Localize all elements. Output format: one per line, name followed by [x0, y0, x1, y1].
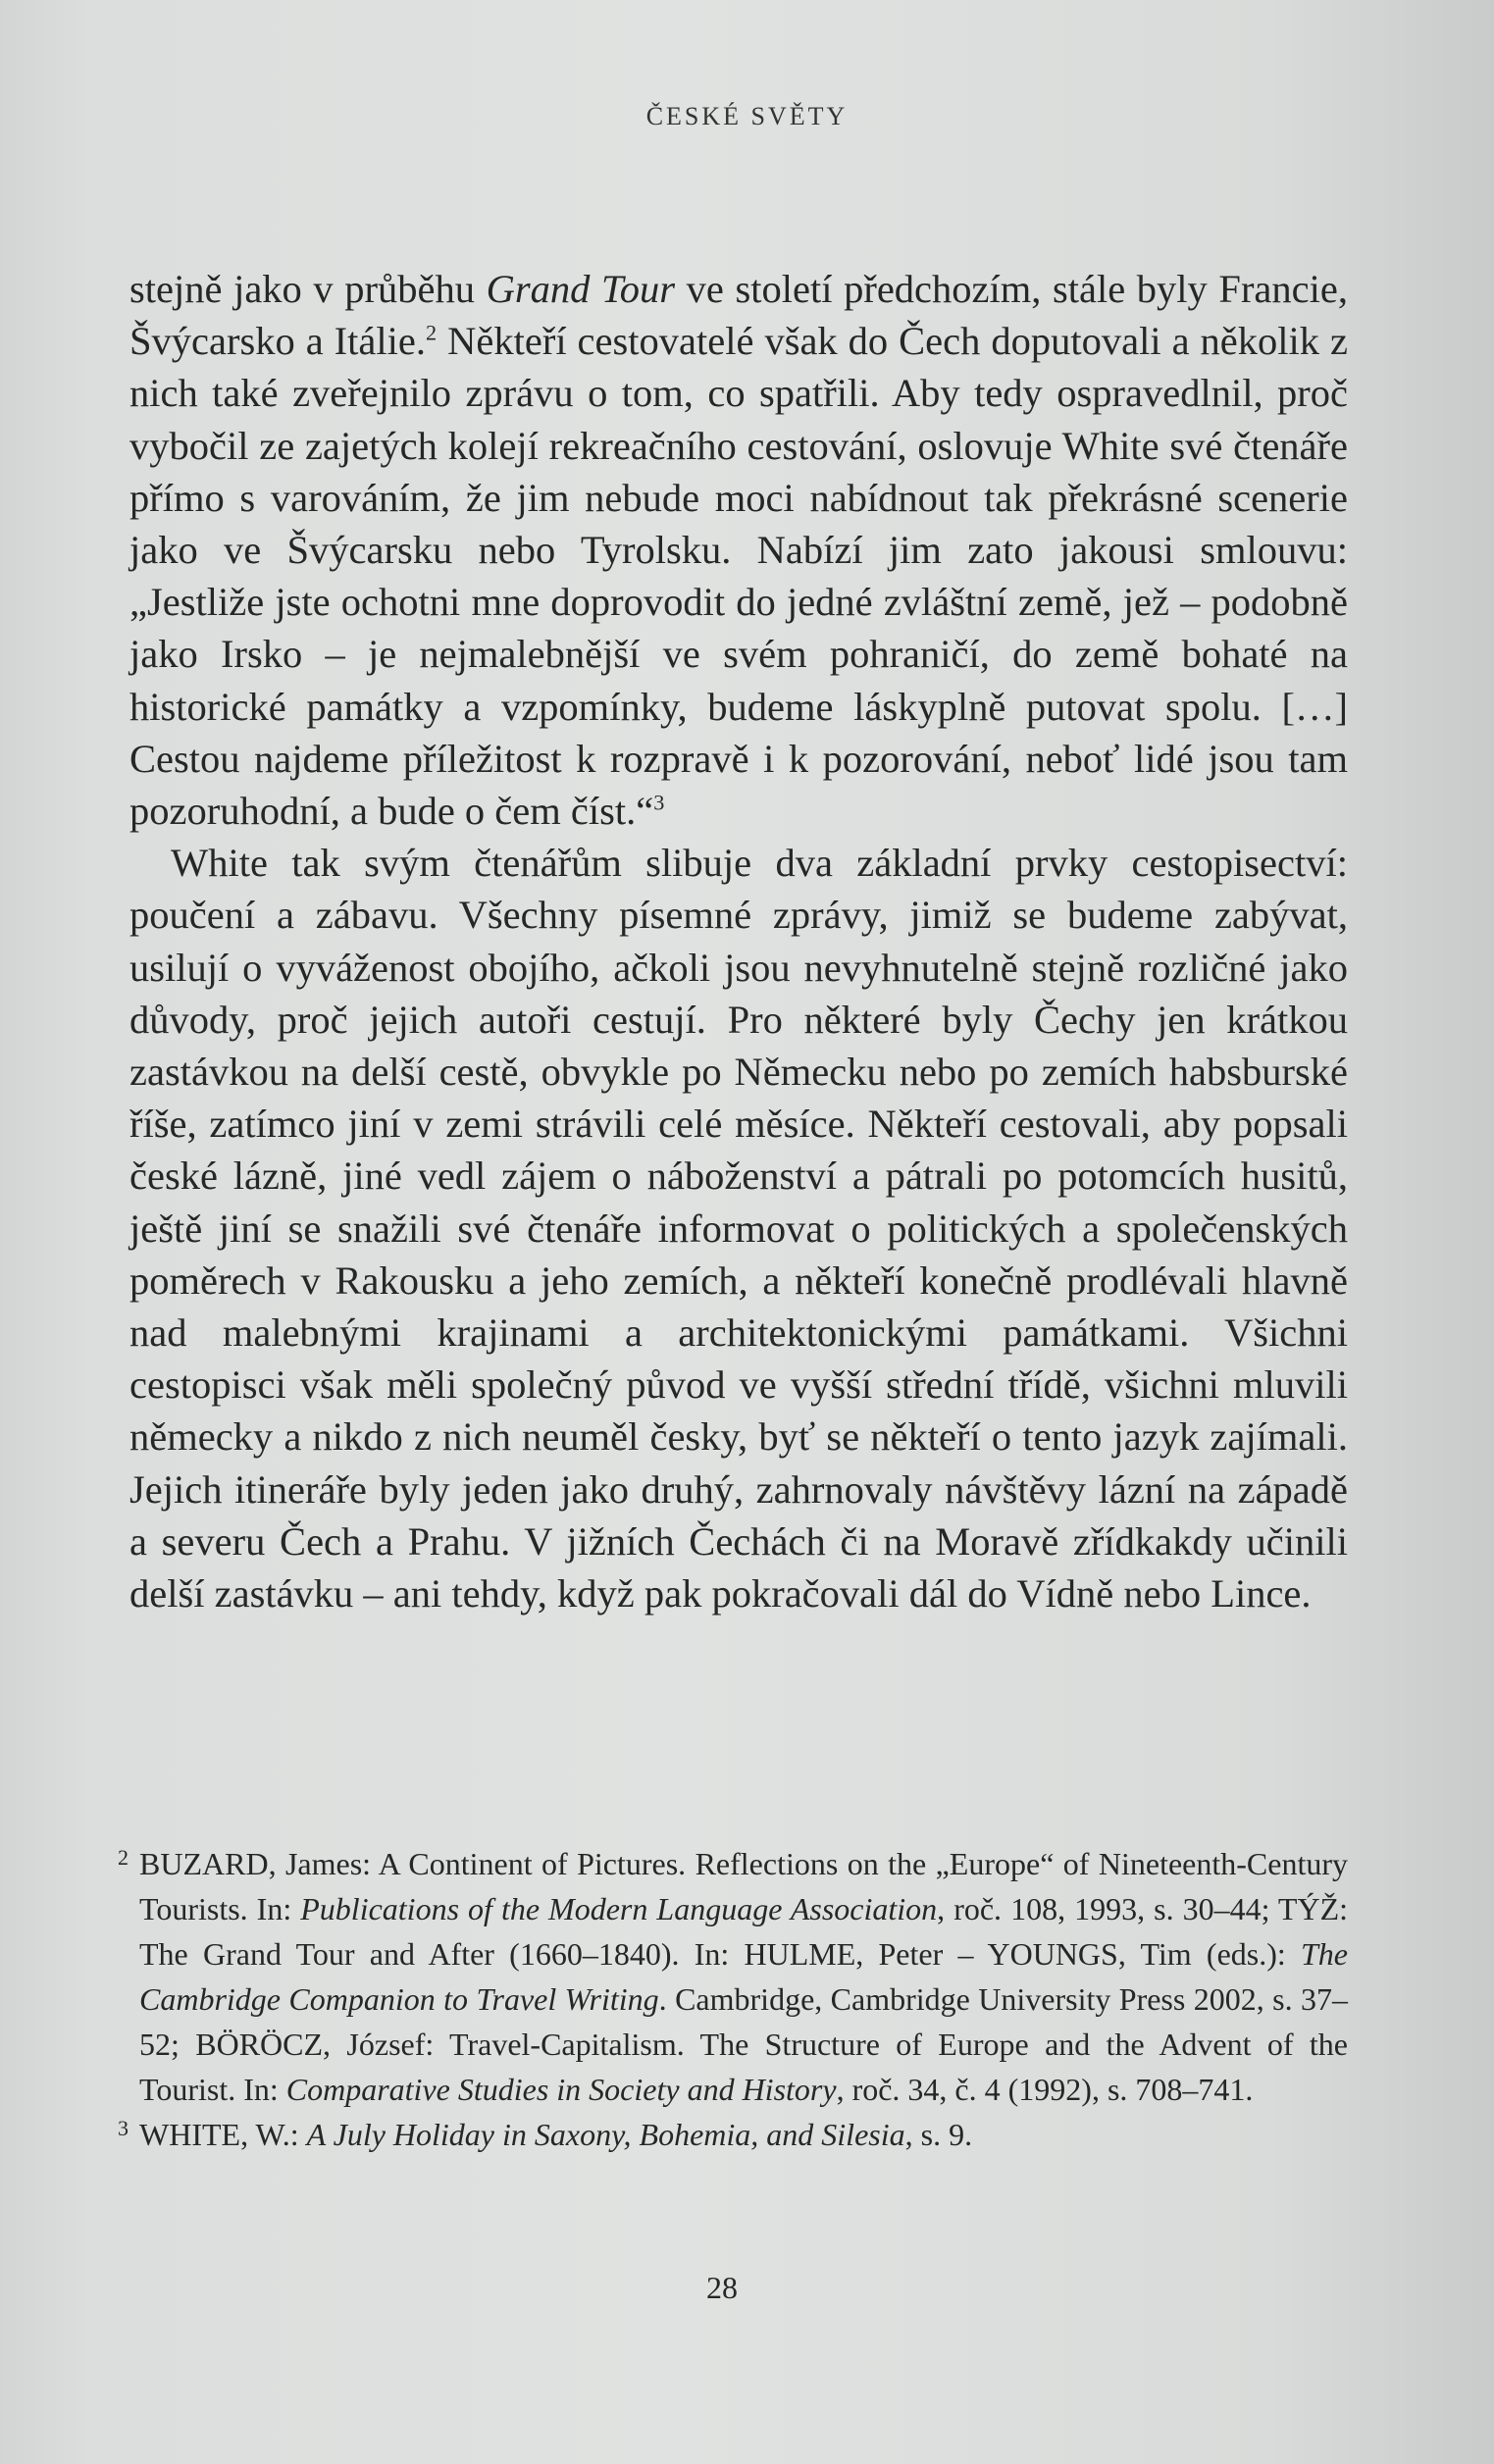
- footnote-ref-2[interactable]: 2: [426, 320, 438, 345]
- paragraph-1: [129, 263, 1348, 837]
- footnote-3-text-b: , s. 9.: [904, 2117, 973, 2152]
- footnote-3-italic: A July Holiday in Saxony, Bohemia, and Silesia: [306, 2117, 905, 2152]
- footnote-2-text-d: , roč. 34, č. 4 (1992), s. 708–741.: [836, 2072, 1254, 2107]
- footnote-2-number: 2: [118, 1845, 129, 1870]
- main-text: [129, 263, 1348, 1619]
- footnote-3: [118, 2112, 1348, 2157]
- footnotes: [118, 1841, 1348, 2157]
- footnote-ref-3[interactable]: 3: [653, 790, 665, 815]
- footnote-3-text-a: WHITE, W.:: [139, 2117, 307, 2152]
- footnote-2-italic-a: Publications of the Modern Language Association: [300, 1891, 938, 1926]
- page-number: 28: [706, 2270, 738, 2305]
- footnote-2-text-c: . Cambridge, Cambridge University Press 2002, s. 37–52; BÖRÖCZ, József: Travel-Capitalism. The Structure of Europe and the Advent of the Tourist. In:: [139, 1981, 1349, 2107]
- footnote-2-italic-c: Comparative Studies in Society and History: [285, 2072, 837, 2107]
- paragraph-1-text-c: Někteří cestovatelé však do Čech doputovali a několik z nich také zveřejnilo zprávu o tom, co spatřili. Aby tedy ospravedlnil, proč vybočil ze zajetých kolejí rekreačního cestování, oslovuje White své čtenáře přímo s varováním, že jim nebude moci nabídnout tak překrásné scenerie jako ve Švýcarsku nebo Tyrolsku. Nabízí jim zato jakousi smlouvu: „Jestliže jste ochotni mne doprovodit do jedné zvláštní země, jež – podobně jako Irsko – je nejmalebnější ve svém pohraničí, do země bohaté na historické památky a vzpomínky, budeme láskyplně putovat spolu. […] Cestou najdeme příležitost k rozpravě i k pozorování, neboť lidé jsou tam pozoruhodní, a bude o čem číst.“: [129, 319, 1348, 834]
- paragraph-2: White tak svým čtenářům slibuje dva základní prvky cestopisectví: poučení a zábavu. Všechny písemné zprávy, jimiž se budeme zabývat, usilují o vyváženost obojího, ačkoli jsou nevyhnutelně stejně rozličné jako důvody, proč jejich autoři cestují. Pro některé byly Čechy jen krátkou zastávkou na delší cestě, obvykle po Německu nebo po zemích habsburské říše, zatímco jiní v zemi strávili celé měsíce. Někteří cestovali, aby popsali české lázně, jiné vedl zájem o náboženství a pátrali po potomcích husitů, ještě jiní se snažili své čtenáře informovat o politických a společenských poměrech v Rakousku a jeho zemích, a někteří konečně prodlévali hlavně nad malebnými krajinami a architektonickými památkami. Všichni cestopisci však měli společný původ ve vyšší střední třídě, všichni mluvili německy a nikdo z nich neuměl česky, byť se někteří o tento jazyk zajímali. Jejich itineráře byly jeden jako druhý, zahrnovaly návštěvy lázní na západě a severu Čech a Prahu. V jižních Čechách či na Moravě zřídkakdy učinili delší zastávku – ani tehdy, když pak pokračovali dál do Vídně nebo Lince.: [129, 841, 1348, 1617]
- running-head: ČESKÉ SVĚTY: [645, 102, 849, 130]
- footnote-2: [118, 1841, 1348, 2112]
- paragraph-1-text-b: ve století předchozím, stále byly Francie, Švýcarsko a Itálie.: [129, 267, 1348, 364]
- paragraph-1-text-a: stejně jako v průběhu: [129, 267, 487, 311]
- footnote-2-text-a: BUZARD, James: A Continent of Pictures. Reflections on the „Europe“ of Nineteenth-Century Tourists. In:: [139, 1846, 1348, 1926]
- footnote-2-italic-b: The Cambridge Companion to Travel Writing: [139, 1936, 1348, 2017]
- footnote-2-text-b: , roč. 108, 1993, s. 30–44; TÝŽ: The Grand Tour and After (1660–1840). In: HULME, Peter – YOUNGS, Tim (eds.):: [139, 1891, 1349, 1972]
- paragraph-1-italic: Grand Tour: [486, 267, 676, 311]
- footnote-3-number: 3: [118, 2116, 129, 2140]
